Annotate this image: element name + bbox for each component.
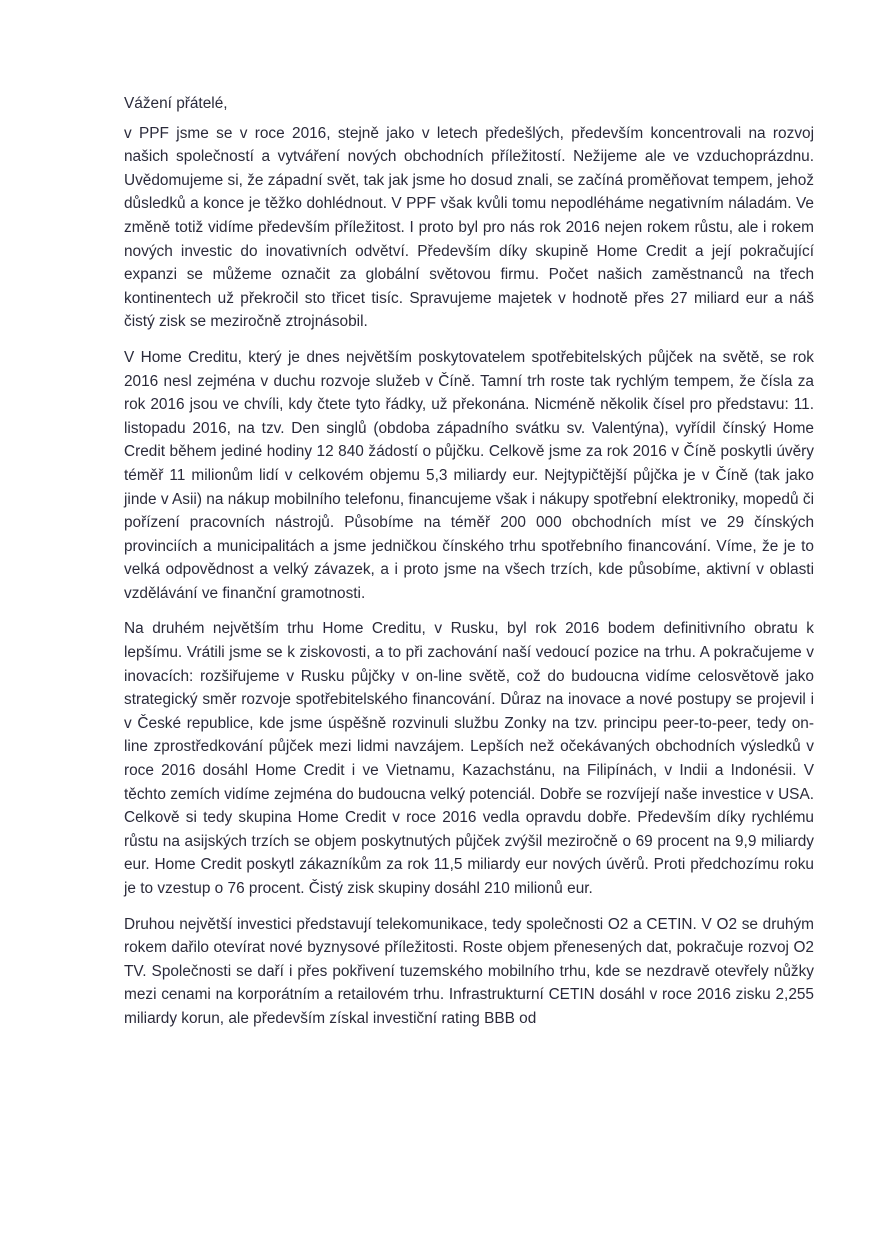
salutation: Vážení přátelé, [124,95,228,112]
paragraph-home-credit-china: V Home Creditu, který je dnes největším poskytovatelem spotřebitelských půjček na světě, se rok 2016 nesl zejména v duchu rozvoje služeb v Číně. Tamní trh roste tak rychlým tempem, že čísla za rok 2016 jsou ve chvíli, kdy čtete tyto řádky, už překonána. Nicméně několik čísel pro představu: 11. listopadu 2016, na tzv. Den singlů (obdoba západního svátku sv. Valentýna), vyřídil čínský Home Credit během jediné hodiny 12 840 žádostí o půjčku. Celkově jsme za rok 2016 v Číně poskytli úvěry téměř 11 milionům lidí v celkovém objemu 5,3 miliardy eur. Nejtypičtější půjčka je v Číně (tak jako jinde v Asii) na nákup mobilního telefonu, financujeme však i nákupy spotřební elektroniky, mopedů či pořízení pracovních nástrojů. Působíme na téměř 200 000 obchodních míst ve 29 čínských provinciích a municipalitách a jsme jedničkou čínského trhu spotřebního financování. Víme, že je to velká odpovědnost a velký závazek, a i proto jsme na všech trzích, kde působíme, aktivní v oblasti vzdělávání ve finanční gramotnosti. [124,348,814,602]
paragraph-telecommunications: Druhou největší investici představují telekomunikace, tedy společnosti O2 a CETIN. V O2 se druhým rokem dařilo otevírat nové byznysové příležitosti. Roste objem přenesených dat, pokračuje rozvoj O2 TV. Společnosti se daří i přes pokřivení tuzemského mobilního trhu, kde se nezdravě otevřely nůžky mezi cenami na korporátním a retailovém trhu. Infrastrukturní CETIN dosáhl v roce 2016 zisku 2,255 miliardy korun, ale především získal investiční rating BBB od [124,915,814,1027]
letter-body [124,92,814,1043]
paragraph-ppf-overview: v PPF jsme se v roce 2016, stejně jako v letech předešlých, především koncentrovali na rozvoj našich společností a vytváření nových obchodních příležitostí. Nežijeme ale ve vzduchoprázdnu. Uvědomujeme si, že západní svět, tak jak jsme ho dosud znali, se začíná proměňovat tempem, jehož důsledků a konce je těžko dohlédnout. V PPF však kvůli tomu nepodléháme negativním náladám. Ve změně totiž vidíme především příležitost. I proto byl pro nás rok 2016 nejen rokem růstu, ale i rokem nových investic do inovativních odvětví. Především díky skupině Home Credit a její pokračující expanzi se můžeme označit za globální světovou firmu. Počet našich zaměstnanců na třech kontinentech už překročil sto třicet tisíc. Spravujeme majetek v hodnotě přes 27 miliard eur a náš čistý zisk se meziročně ztrojnásobil. [124,124,814,331]
paragraph-home-credit-russia: Na druhém největším trhu Home Creditu, v Rusku, byl rok 2016 bodem definitivního obratu k lepšímu. Vrátili jsme se k ziskovosti, a to při zachování naší vedoucí pozice na trhu. A pokračujeme v inovacích: rozšiřujeme v Rusku půjčky v on-line světě, což do budoucna vidíme celosvětově jako strategický směr rozvoje spotřebitelského financování. Důraz na inovace a nové postupy se projevil i v České republice, kde jsme úspěšně rozvinuli službu Zonky na tzv. principu peer-to-peer, tedy on-line zprostředkování půjček mezi lidmi navzájem. Lepších než očekávaných obchodních výsledků v roce 2016 dosáhl Home Credit i ve Vietnamu, Kazachstánu, na Filipínách, v Indii a Indonésii. V těchto zemích vidíme zejména do budoucna velký potenciál. Dobře se rozvíjejí naše investice v USA. Celkově si tedy skupina Home Credit v roce 2016 vedla opravdu dobře. Především díky rychlému růstu na asijských trzích se objem poskytnutých půjček zvýšil meziročně o 69 procent na 9,9 miliardy eur. Home Credit poskytl zákazníkům za rok 11,5 miliardy eur nových úvěrů. Proti předchozímu roku je to vzestup o 76 procent. Čistý zisk skupiny dosáhl 210 milionů eur. [124,620,814,897]
